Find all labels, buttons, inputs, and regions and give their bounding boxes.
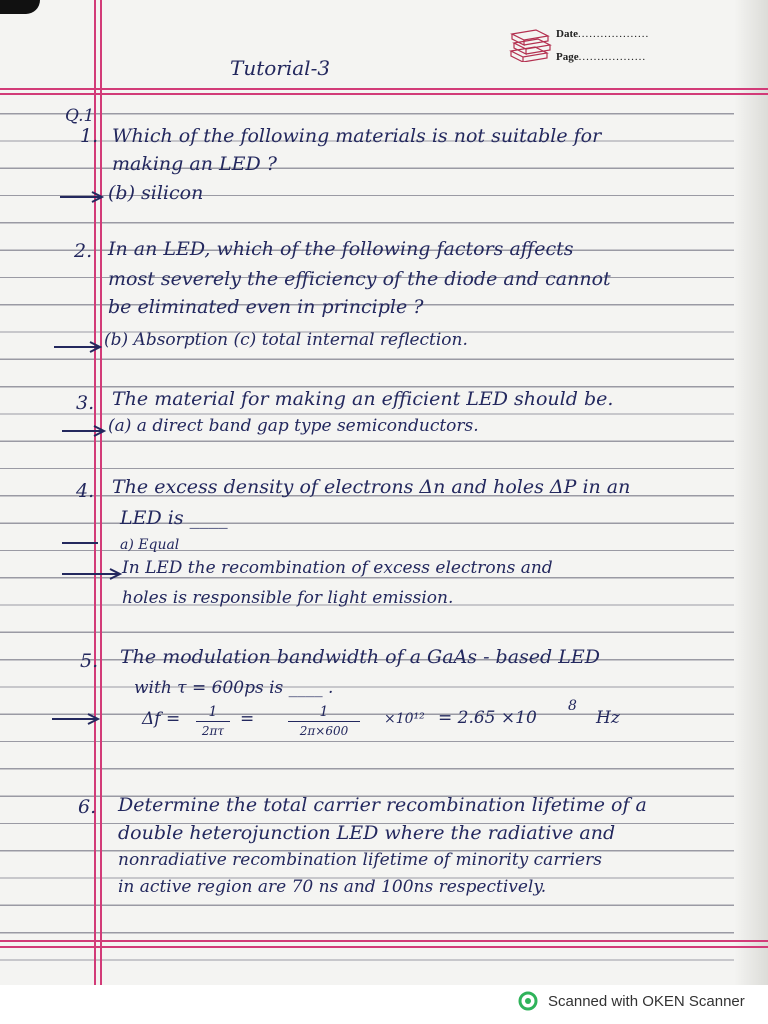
q5-eq-multiplier: ×10¹² <box>384 711 425 727</box>
q6-text-line2: double heterojunction LED where the radiative and <box>118 822 616 844</box>
q5-frac1-numerator: 1 <box>196 705 230 722</box>
q1-answer: (b) silicon <box>108 182 204 204</box>
page-dots: .................. <box>578 51 647 63</box>
page-field <box>556 51 646 63</box>
q4-answer-b-line2: holes is responsible for light emission. <box>122 588 454 608</box>
scanner-watermark <box>518 990 745 1012</box>
q3-text-line1: The material for making an efficient LED should be. <box>112 388 614 410</box>
footer-rule-lower <box>0 946 768 948</box>
q6-text-line4: in active region are 70 ns and 100ns respectively. <box>118 877 547 897</box>
answer-arrow-icon <box>52 340 104 354</box>
page-binding-shadow <box>734 0 768 985</box>
q2-text-line1: In an LED, which of the following factors affects <box>108 238 574 260</box>
q5-fraction-1 <box>196 705 230 737</box>
q1-text-line2: making an LED ? <box>112 153 277 175</box>
q1-number: 1. <box>80 125 99 147</box>
q6-number: 6. <box>78 796 97 818</box>
q5-frac2-numerator: 1 <box>288 705 360 722</box>
book-stack-icon <box>508 26 552 62</box>
header-rule-upper <box>0 88 768 90</box>
answer-arrow-icon <box>50 712 102 726</box>
page-header-area <box>0 0 768 92</box>
margin-line-inner <box>100 0 102 985</box>
footer-rule-upper <box>0 940 768 942</box>
q5-eq-exponent: 8 <box>568 698 577 714</box>
q5-eq-equals: = <box>240 709 255 729</box>
oken-scanner-logo-icon <box>518 991 538 1011</box>
q5-frac1-denominator: 2πτ <box>201 724 225 738</box>
q2-number: 2. <box>74 240 93 262</box>
q4-text-line1: The excess density of electrons Δn and holes ΔP in an <box>112 476 631 498</box>
q6-text-line3: nonradiative recombination lifetime of minority carriers <box>118 850 602 870</box>
page-label: Page <box>556 51 579 63</box>
q5-frac2-denominator: 2π×600 <box>299 724 349 738</box>
q4-answer-a: a) Equal <box>120 537 180 553</box>
page-title: Tutorial-3 <box>230 56 331 80</box>
q1-text-line1: Which of the following materials is not suitable for <box>112 125 602 147</box>
q3-number: 3. <box>76 392 95 414</box>
q5-eq-unit: Hz <box>596 708 620 728</box>
q5-eq-lhs: Δf = <box>142 709 181 729</box>
q2-answer: (b) Absorption (c) total internal reflection. <box>104 330 468 350</box>
q5-fraction-2 <box>288 705 360 737</box>
q5-text-line2: with τ = 600ps is ____ . <box>134 678 334 698</box>
q3-answer: (a) a direct band gap type semiconductors. <box>108 416 479 436</box>
q5-eq-result: = 2.65 ×10 <box>438 708 537 728</box>
date-label: Date <box>556 28 578 40</box>
header-rule-lower <box>0 93 768 95</box>
q5-number: 5. <box>80 650 99 672</box>
q4-answer-b-line1: In LED the recombination of excess electrons and <box>122 558 553 578</box>
section-label: Q.1 <box>65 106 95 126</box>
answer-dash-icon <box>60 538 104 548</box>
q5-text-line1: The modulation bandwidth of a GaAs - based LED <box>120 646 600 668</box>
q2-text-line3: be eliminated even in principle ? <box>108 296 424 318</box>
answer-arrow-icon <box>58 190 106 204</box>
q4-number: 4. <box>76 480 95 502</box>
q6-text-line1: Determine the total carrier recombination lifetime of a <box>118 794 647 816</box>
answer-arrow-icon <box>60 567 124 581</box>
q4-text-line2: LED is ____ <box>120 507 228 529</box>
answer-arrow-icon <box>60 424 108 438</box>
q2-text-line2: most severely the efficiency of the diode and cannot <box>108 268 611 290</box>
date-field <box>556 28 649 40</box>
date-dots: ................... <box>578 28 650 40</box>
margin-line-outer <box>94 0 96 985</box>
scanner-text: Scanned with OKEN Scanner <box>548 992 745 1010</box>
